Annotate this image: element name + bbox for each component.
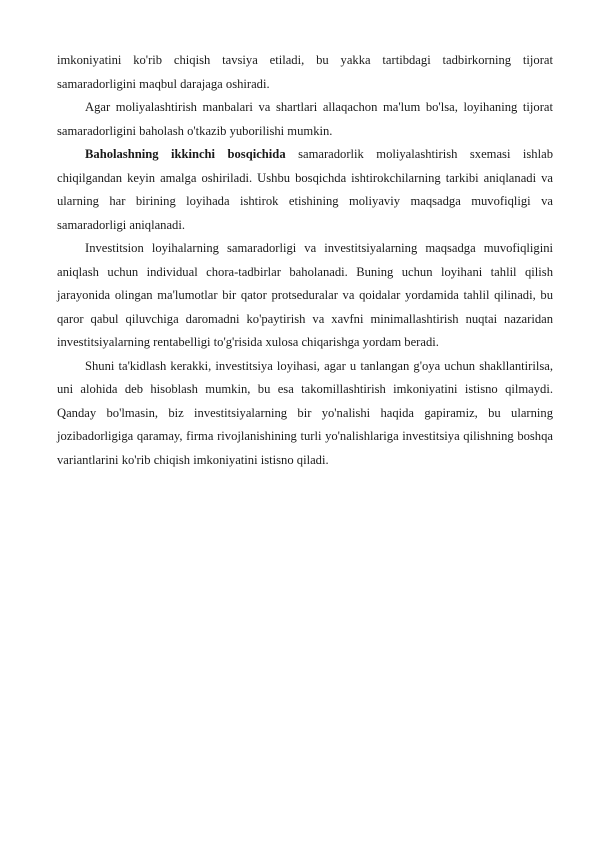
paragraph-continuation: imkoniyatini ko'rib chiqish tavsiya etiladi, bu yakka tartibdagi tadbirkorning tijorat samaradorligini maqbul darajaga oshiradi. xyxy=(57,53,553,91)
paragraph-second-stage-text: samaradorlik moliyalashtirish sxemasi ishlab chiqilgandan keyin amalga oshiriladi. Ushbu bosqichda ishtirokchilarning tarkibi aniqlanadi va ularning har birining loyihada ishtirok etishining moliyaviy maqsadga muvofiqligi va samaradorligi aniqlanadi. xyxy=(57,147,553,232)
document-page xyxy=(57,49,553,472)
paragraph-investment-project: Shuni ta'kidlash kerakki, investitsiya loyihasi, agar u tanlangan g'oya uchun shakllantirilsa, uni alohida deb hisoblash mumkin, bu esa takomillashtirish imkoniyatini istisno qilmaydi. Qanday bo'lmasin, biz investitsiyalarning bir yo'nalishi haqida gapiramiz, bu ularning jozibadorligiga qaramay, firma rivojlanishining turli yo'nalishlariga investitsiya qilishning boshqa variantlarini ko'rib chiqish imkoniyatini istisno qiladi. xyxy=(57,358,553,467)
paragraph-second-stage xyxy=(57,143,553,237)
paragraph-financing-sources: Agar moliyalashtirish manbalari va shartlari allaqachon ma'lum bo'lsa, loyihaning tijorat samaradorligini baholash o'tkazib yuborilishi mumkin. xyxy=(57,100,553,138)
paragraph-investment-efficiency: Investitsion loyihalarning samaradorligi va investitsiyalarning maqsadga muvofiqligini aniqlash uchun individual chora-tadbirlar baholanadi. Buning uchun loyihani tahlil qilish jarayonida olingan ma'lumotlar bir qator protseduralar va qoidalar yordamida tahlil qilinadi, bu qaror qabul qiluvchiga daromadni ko'paytirish va xavfni minimallashtirish nuqtai nazaridan investitsiyalarning rentabelligi to'g'risida xulosa chiqarishga yordam beradi. xyxy=(57,241,553,349)
paragraph-second-stage-heading: Baholashning ikkinchi bosqichida xyxy=(85,147,286,161)
